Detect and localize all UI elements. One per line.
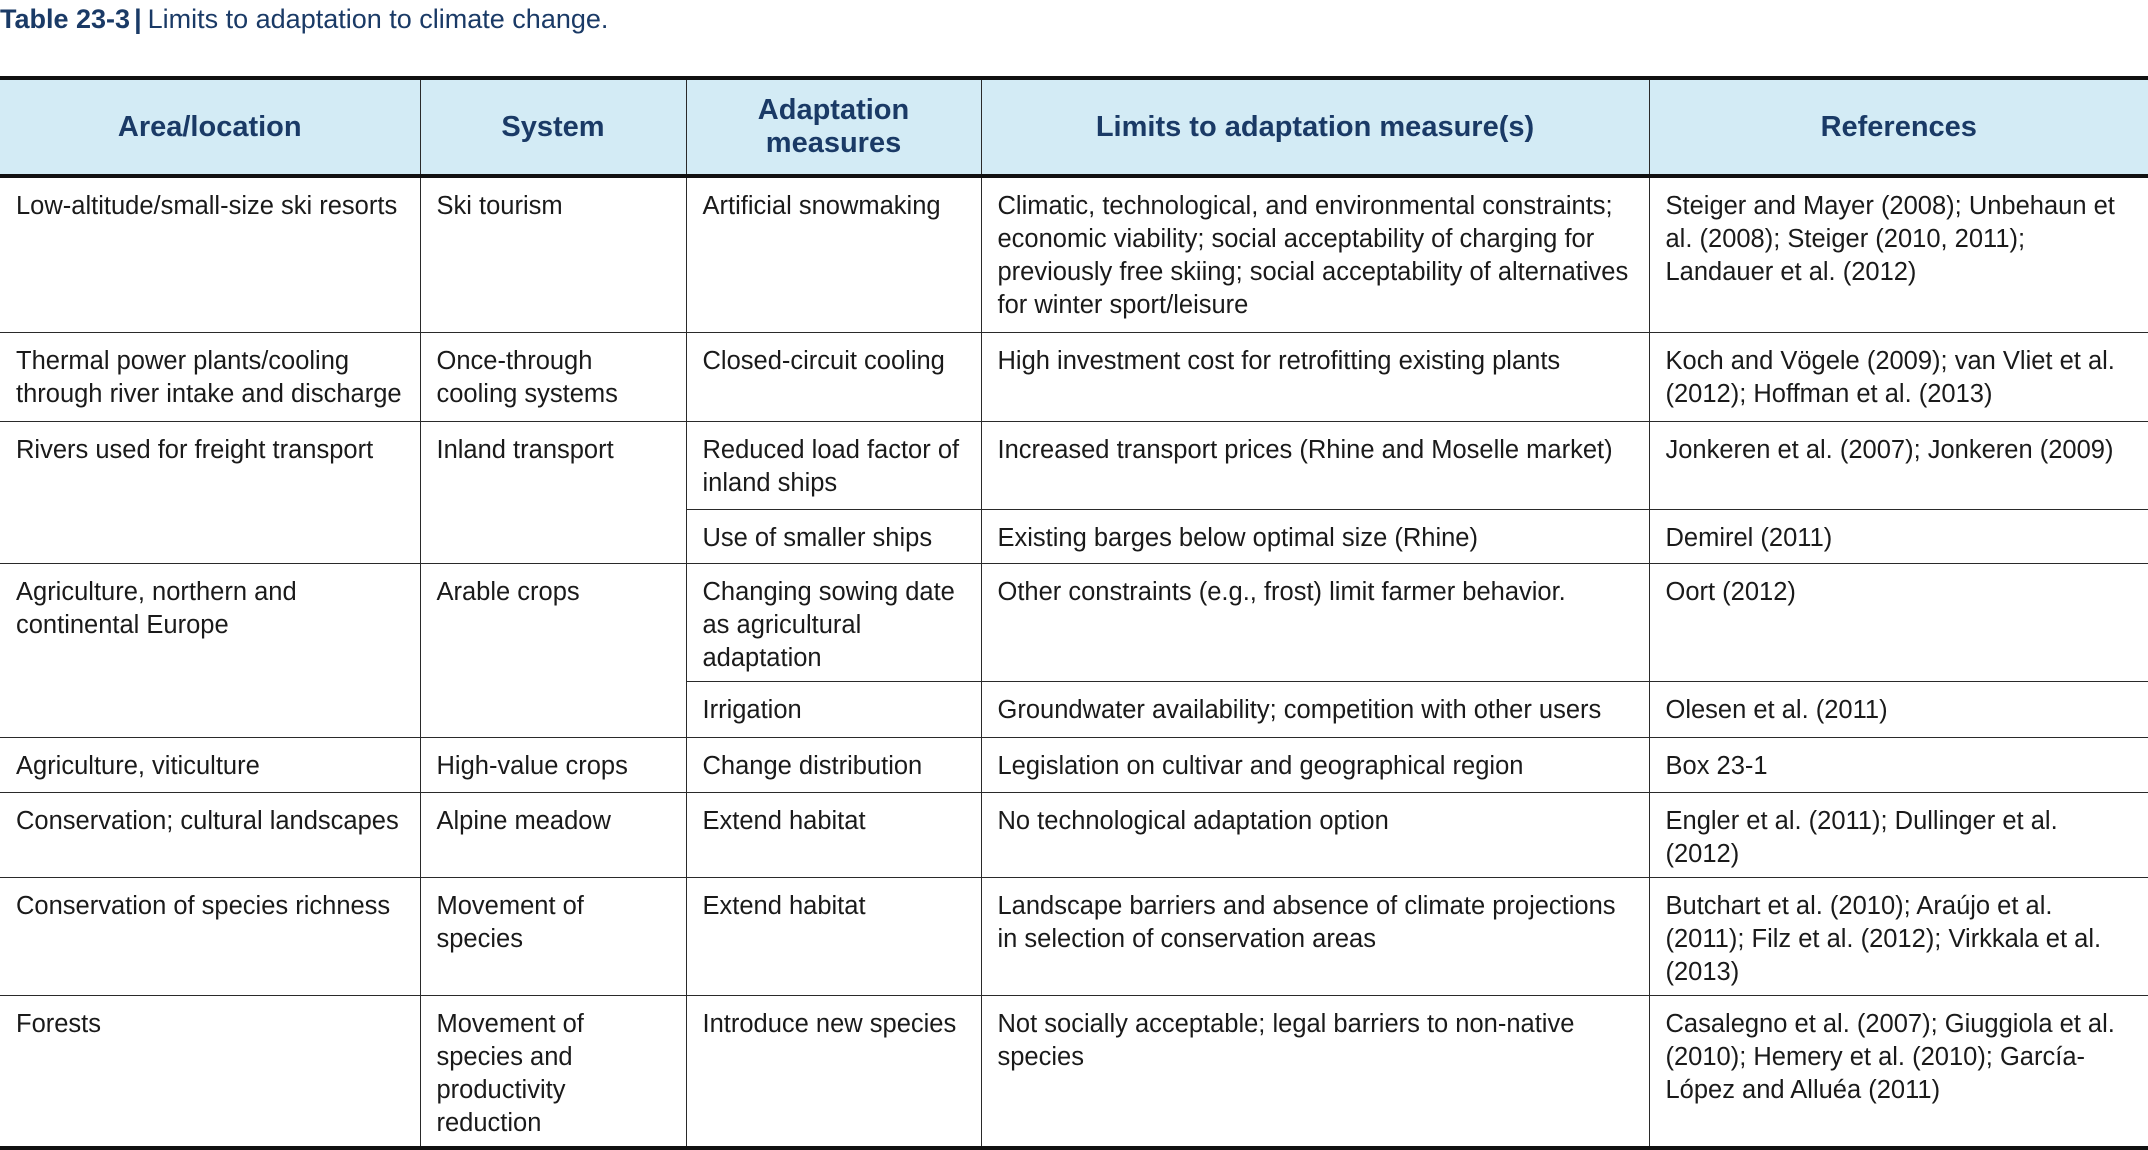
cell-refs: Jonkeren et al. (2007); Jonkeren (2009)	[1649, 421, 2148, 509]
caption-text: Limits to adaptation to climate change.	[147, 4, 609, 34]
cell-system: Arable crops	[420, 563, 686, 737]
cell-measure: Change distribution	[686, 737, 981, 792]
cell-system: High-value crops	[420, 737, 686, 792]
cell-system: Ski tourism	[420, 176, 686, 332]
cell-refs: Engler et al. (2011); Dullinger et al. (2012)	[1649, 792, 2148, 877]
cell-limit: Landscape barriers and absence of climate projections in selection of conservation areas	[981, 877, 1649, 995]
cell-measure: Irrigation	[686, 681, 981, 737]
cell-limit: Not socially acceptable; legal barriers to non-native species	[981, 995, 1649, 1148]
table-row	[0, 792, 2148, 877]
header-row	[0, 78, 2148, 176]
cell-area: Rivers used for freight transport	[0, 421, 420, 563]
cell-area: Low-altitude/small-size ski resorts	[0, 176, 420, 332]
cell-limit: No technological adaptation option	[981, 792, 1649, 877]
cell-limit: Groundwater availability; competition with other users	[981, 681, 1649, 737]
table-number: Table 23-3	[0, 4, 131, 34]
table-row	[0, 877, 2148, 995]
limits-table	[0, 76, 2148, 1150]
table-row	[0, 176, 2148, 332]
cell-refs: Oort (2012)	[1649, 563, 2148, 681]
cell-measure: Closed-circuit cooling	[686, 332, 981, 421]
table-row	[0, 995, 2148, 1148]
cell-refs: Box 23-1	[1649, 737, 2148, 792]
cell-measure: Extend habitat	[686, 792, 981, 877]
cell-refs: Steiger and Mayer (2008); Unbehaun et al. (2008); Steiger (2010, 2011); Landauer et al. (2012)	[1649, 176, 2148, 332]
header-references: References	[1649, 78, 2148, 176]
cell-measure: Artificial snowmaking	[686, 176, 981, 332]
table-row	[0, 421, 2148, 509]
cell-limit: Existing barges below optimal size (Rhine)	[981, 509, 1649, 563]
cell-area: Agriculture, viticulture	[0, 737, 420, 792]
header-system: System	[420, 78, 686, 176]
cell-system: Movement of species	[420, 877, 686, 995]
cell-system: Once-through cooling systems	[420, 332, 686, 421]
cell-limit: Increased transport prices (Rhine and Moselle market)	[981, 421, 1649, 509]
cell-system: Alpine meadow	[420, 792, 686, 877]
cell-refs: Demirel (2011)	[1649, 509, 2148, 563]
cell-measure: Extend habitat	[686, 877, 981, 995]
cell-area: Agriculture, northern and continental Europe	[0, 563, 420, 737]
cell-measure: Reduced load factor of inland ships	[686, 421, 981, 509]
cell-limit: Climatic, technological, and environmental constraints; economic viability; social acceptability of charging for previously free skiing; social acceptability of alternatives for winter sport/leisure	[981, 176, 1649, 332]
header-area: Area/location	[0, 78, 420, 176]
cell-measure: Introduce new species	[686, 995, 981, 1148]
cell-limit: Legislation on cultivar and geographical region	[981, 737, 1649, 792]
cell-refs: Olesen et al. (2011)	[1649, 681, 2148, 737]
header-measures: Adaptation measures	[686, 78, 981, 176]
table-row	[0, 737, 2148, 792]
cell-measure: Use of smaller ships	[686, 509, 981, 563]
cell-refs: Casalegno et al. (2007); Giuggiola et al. (2010); Hemery et al. (2010); García-López and Alluéa (2011)	[1649, 995, 2148, 1148]
header-limits: Limits to adaptation measure(s)	[981, 78, 1649, 176]
cell-measure: Changing sowing date as agricultural adaptation	[686, 563, 981, 681]
cell-system: Movement of species and productivity reduction	[420, 995, 686, 1148]
cell-area: Thermal power plants/cooling through river intake and discharge	[0, 332, 420, 421]
caption-separator: |	[134, 4, 142, 34]
table-row	[0, 332, 2148, 421]
cell-refs: Koch and Vögele (2009); van Vliet et al. (2012); Hoffman et al. (2013)	[1649, 332, 2148, 421]
cell-area: Conservation of species richness	[0, 877, 420, 995]
table-row	[0, 563, 2148, 681]
cell-refs: Butchart et al. (2010); Araújo et al. (2011); Filz et al. (2012); Virkkala et al. (2013)	[1649, 877, 2148, 995]
table-caption	[0, 0, 608, 40]
cell-area: Conservation; cultural landscapes	[0, 792, 420, 877]
cell-limit: Other constraints (e.g., frost) limit farmer behavior.	[981, 563, 1649, 681]
cell-area: Forests	[0, 995, 420, 1148]
cell-limit: High investment cost for retrofitting existing plants	[981, 332, 1649, 421]
cell-system: Inland transport	[420, 421, 686, 563]
